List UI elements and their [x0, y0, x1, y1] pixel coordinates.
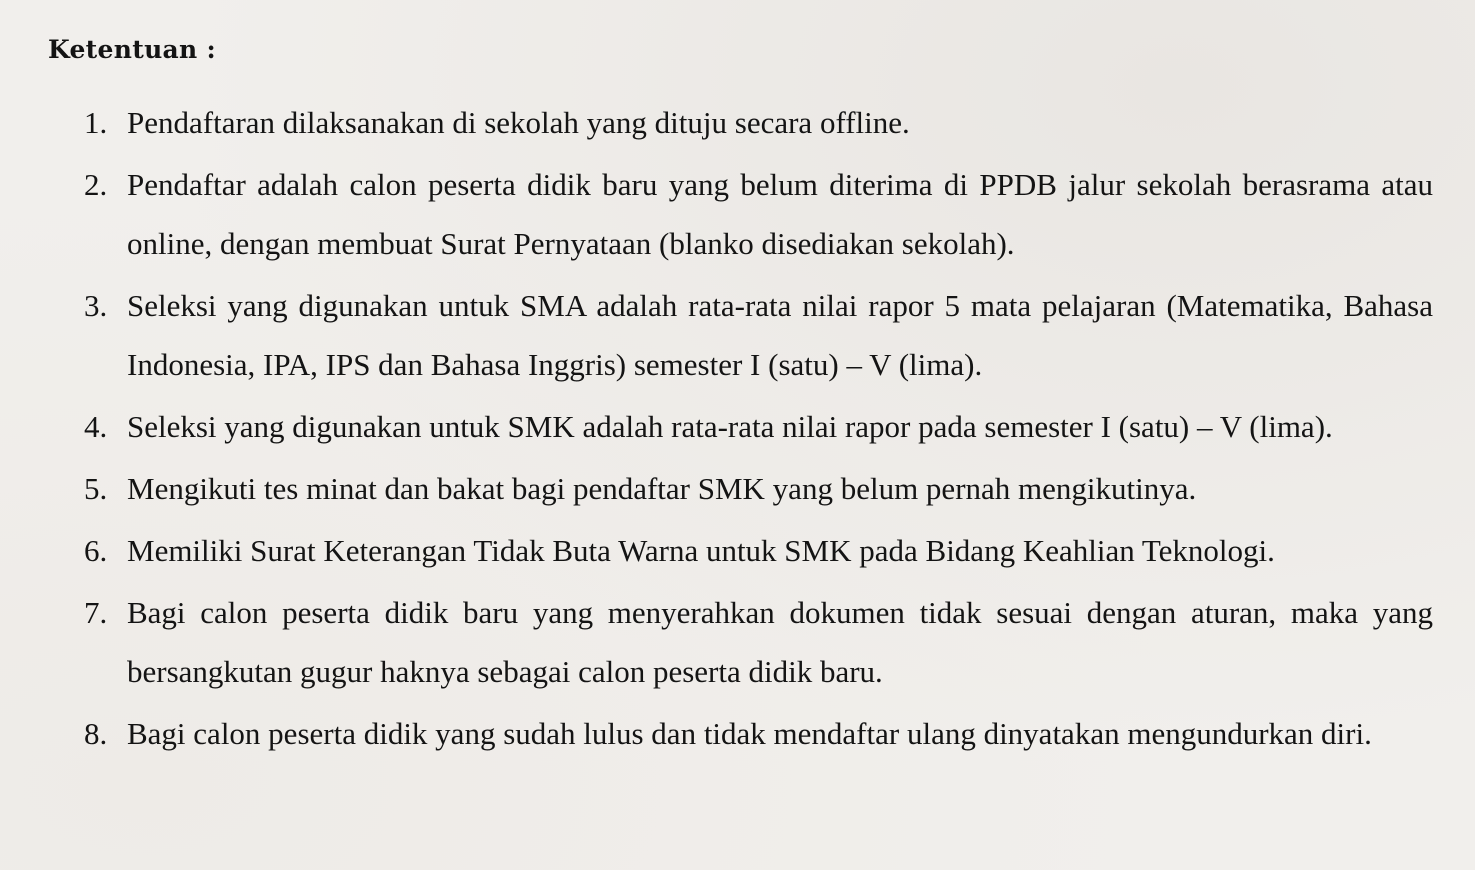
item-number: 3.	[84, 288, 108, 323]
item-number: 2.	[84, 167, 108, 202]
list-item	[0, 704, 1475, 763]
item-text: Pendaftaran dilaksanakan di sekolah yang dituju secara offline.	[127, 105, 910, 140]
item-number: 1.	[84, 105, 108, 140]
item-number: 7.	[84, 595, 108, 630]
terms-list	[0, 93, 1475, 766]
item-text: Seleksi yang digunakan untuk SMK adalah rata-rata nilai rapor pada semester I (satu) – V (lima).	[127, 409, 1333, 444]
item-text: Bagi calon peserta didik yang sudah lulus dan tidak mendaftar ulang dinyatakan mengundurkan diri.	[127, 716, 1372, 751]
list-item	[0, 459, 1475, 518]
list-item	[0, 583, 1475, 701]
list-item	[0, 93, 1475, 152]
list-item	[0, 397, 1475, 456]
item-text: Bagi calon peserta didik baru yang menyerahkan dokumen tidak sesuai dengan aturan, maka yang bersangkutan gugur haknya sebagai calon peserta didik baru.	[127, 595, 1433, 689]
item-text: Seleksi yang digunakan untuk SMA adalah rata-rata nilai rapor 5 mata pelajaran (Matematika, Bahasa Indonesia, IPA, IPS dan Bahasa Inggris) semester I (satu) – V (lima).	[127, 288, 1433, 382]
section-heading: Ketentuan :	[48, 35, 217, 64]
item-number: 5.	[84, 471, 108, 506]
list-item	[0, 276, 1475, 394]
item-number: 4.	[84, 409, 108, 444]
list-item	[0, 155, 1475, 273]
item-text: Memiliki Surat Keterangan Tidak Buta Warna untuk SMK pada Bidang Keahlian Teknologi.	[127, 533, 1275, 568]
item-number: 8.	[84, 716, 108, 751]
item-text: Pendaftar adalah calon peserta didik baru yang belum diterima di PPDB jalur sekolah berasrama atau online, dengan membuat Surat Pernyataan (blanko disediakan sekolah).	[127, 167, 1433, 261]
item-text: Mengikuti tes minat dan bakat bagi pendaftar SMK yang belum pernah mengikutinya.	[127, 471, 1197, 506]
list-item	[0, 521, 1475, 580]
item-number: 6.	[84, 533, 108, 568]
